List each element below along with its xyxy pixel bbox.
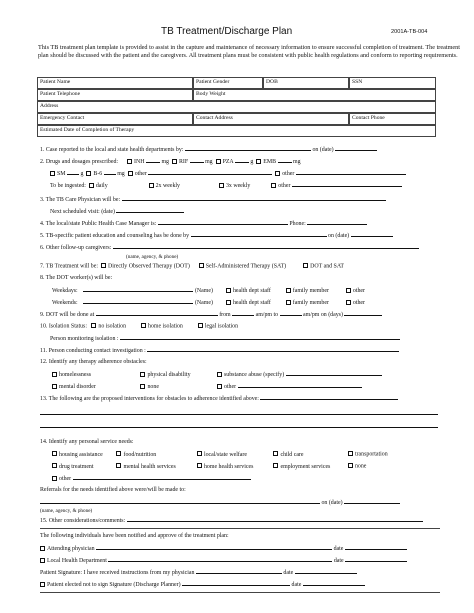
- patient-name-field[interactable]: Patient Name: [37, 77, 193, 89]
- discharge-planner-line[interactable]: [182, 581, 290, 586]
- item-7: [40, 263, 344, 271]
- emb-mg-label: mg: [292, 159, 301, 165]
- emb-label: EMB: [263, 159, 277, 165]
- weekdays-worker-line[interactable]: [83, 287, 193, 292]
- report-date-line[interactable]: [335, 146, 377, 151]
- form-number: 2001A-TB-004: [391, 29, 428, 35]
- item-3: [40, 196, 386, 204]
- pza-g-label: g: [250, 159, 254, 165]
- item-5-date-label: on (date): [328, 233, 350, 239]
- drug-other-label: other: [134, 171, 147, 177]
- substance-abuse-label: substance abuse (specify): [223, 372, 285, 378]
- address-field[interactable]: Address: [37, 101, 436, 113]
- item-10: [40, 323, 238, 331]
- ssn-field[interactable]: SSN: [349, 77, 436, 89]
- weekdays-other-label: other: [352, 288, 365, 294]
- next-visit-label: Next scheduled visit: (date): [50, 209, 115, 215]
- item-2-row-2: [50, 170, 406, 178]
- item-13-label: 13. The following are the proposed interventions for obstacles to adherence identified above:: [40, 396, 259, 402]
- intro-paragraph: This TB treatment plan template is provided to assist in the capture and maintenance of necessary information to ensure successful completion of treatment. The treatment plan should be discussed with the patient and the caregivers. All treatment plans must be consistent with public health regulations and conform to reporting requirements.: [38, 44, 460, 59]
- physician-line[interactable]: [122, 196, 386, 201]
- discharge-planner-row: [40, 581, 365, 589]
- education-by-line[interactable]: [191, 232, 327, 237]
- health-dept-date-label: date: [333, 558, 344, 564]
- contact-phone-field[interactable]: Contact Phone: [349, 113, 436, 125]
- item-9-days-label: am/pm on (days): [303, 312, 343, 318]
- item-14-label: 14. Identify any personal service needs:: [40, 439, 134, 445]
- legal-isolation-label: legal isolation: [204, 323, 239, 330]
- item-15: [40, 517, 423, 525]
- rif-label: RIF: [178, 159, 189, 165]
- sat-checkbox[interactable]: [199, 263, 204, 268]
- inh-label: INH: [134, 159, 145, 165]
- item-11-label: 11. Person conducting contact investigation :: [40, 348, 146, 354]
- drug-other-2-label: other: [282, 171, 295, 177]
- b6-mg-label: mg: [117, 171, 125, 177]
- referrals-line[interactable]: [40, 499, 320, 504]
- weekdays-family-label: family member: [292, 288, 329, 294]
- daily-checkbox[interactable]: [89, 183, 94, 188]
- item-5: [40, 232, 393, 240]
- patient-signature-row: [40, 569, 357, 577]
- weekdays-row: [52, 287, 365, 295]
- referrals-date-label: on (date): [321, 500, 343, 506]
- drug-treatment-label: drug treatment: [59, 463, 94, 470]
- weekends-other-label: other: [352, 300, 365, 306]
- homelessness-checkbox[interactable]: [52, 372, 57, 377]
- emb-dose-line[interactable]: [278, 158, 292, 163]
- housing-label: housing assistance: [59, 451, 103, 458]
- mental-disorder-checkbox[interactable]: [52, 384, 57, 389]
- sm-dose-line[interactable]: [67, 170, 79, 175]
- weekdays-staff-checkbox[interactable]: [226, 288, 231, 293]
- item-1: [40, 146, 377, 154]
- weekends-other-checkbox[interactable]: [346, 300, 351, 305]
- sm-label: SM: [57, 171, 66, 177]
- contact-investigator-line[interactable]: [147, 347, 399, 352]
- welfare-label: local/state welfare: [203, 451, 247, 458]
- needs-other-label: other: [59, 476, 72, 482]
- item-1-date-label: on (date): [312, 147, 334, 153]
- discharge-planner-date-line[interactable]: [303, 581, 365, 586]
- needs-other-line[interactable]: [73, 475, 251, 480]
- rif-dose-line[interactable]: [190, 158, 204, 163]
- health-dept-approval-checkbox[interactable]: [40, 558, 45, 563]
- needs-other-checkbox[interactable]: [52, 476, 57, 481]
- dot-checkbox[interactable]: [101, 263, 106, 268]
- education-date-line[interactable]: [351, 232, 393, 237]
- dot-from-line[interactable]: [232, 311, 254, 316]
- inh-mg-label: mg: [161, 159, 169, 165]
- child-care-checkbox[interactable]: [273, 451, 278, 456]
- needs-none-label: none: [354, 463, 367, 470]
- approval-label: The following individuals have been notified and approve of the treatment plan:: [40, 533, 229, 539]
- b6-checkbox[interactable]: [86, 171, 91, 176]
- weekdays-label: Weekdays:: [52, 288, 78, 294]
- health-dept-date-line[interactable]: [345, 557, 407, 562]
- item-6-note: (name, agency, & phone): [126, 254, 179, 260]
- inh-dose-line[interactable]: [146, 158, 160, 163]
- patient-signature-label: Patient Signature: I have received instructions from my physician: [40, 570, 195, 576]
- item-6-label: 6. Other follow-up caregivers:: [40, 245, 112, 251]
- substance-abuse-line[interactable]: [286, 371, 382, 376]
- no-isolation-label: no isolation: [98, 323, 127, 330]
- pza-label: PZA: [222, 159, 234, 165]
- health-dept-signature-line[interactable]: [108, 557, 332, 562]
- weekdays-other-checkbox[interactable]: [346, 288, 351, 293]
- declined-signature-label: Patient elected not to sign Signature (Discharge Planner): [47, 582, 181, 588]
- weekends-family-label: family member: [292, 300, 329, 306]
- weekends-staff-checkbox[interactable]: [226, 300, 231, 305]
- needs-row-3: [52, 475, 251, 483]
- legal-isolation-checkbox[interactable]: [198, 323, 203, 328]
- obstacles-none-checkbox[interactable]: [140, 384, 145, 389]
- frequency-other-label: other: [278, 183, 291, 189]
- patient-signature-date-line[interactable]: [295, 569, 357, 574]
- referrals-date-line[interactable]: [344, 499, 400, 504]
- isolation-monitor-line[interactable]: [120, 335, 400, 340]
- employment-checkbox[interactable]: [273, 463, 278, 468]
- item-3-label: 3. The TB Care Physician will be:: [40, 197, 121, 203]
- item-9-from-label: from: [219, 312, 231, 318]
- dot-location-line[interactable]: [96, 311, 218, 316]
- discharge-planner-date-label: date: [291, 582, 302, 588]
- declined-signature-checkbox[interactable]: [40, 582, 45, 587]
- item-5-label: 5. TB-specific patient education and counseling has be done by: [40, 233, 190, 239]
- emergency-contact-field[interactable]: Emergency Contact: [37, 113, 193, 125]
- needs-row-2: [52, 463, 366, 471]
- item-13: [40, 395, 398, 403]
- thrice-weekly-label: 3x weekly: [225, 183, 251, 189]
- emb-checkbox[interactable]: [256, 159, 261, 164]
- home-isolation-label: home isolation: [148, 323, 183, 330]
- item-8-label: 8. The DOT worker(s) will be:: [40, 275, 113, 281]
- pza-checkbox[interactable]: [216, 159, 221, 164]
- mental-health-label: mental health services: [123, 463, 176, 470]
- physician-approval-label: Attending physician: [47, 546, 95, 552]
- twice-weekly-label: 2x weekly: [155, 183, 180, 189]
- ingested-label: To be ingested:: [50, 183, 86, 189]
- thrice-weekly-checkbox[interactable]: [219, 183, 224, 188]
- drug-other-2-checkbox[interactable]: [275, 171, 280, 176]
- patient-telephone-field[interactable]: Patient Telephone: [37, 89, 193, 101]
- isolation-monitor-label: Person monitoring isolation :: [50, 336, 119, 342]
- patient-signature-date-label: date: [283, 570, 294, 576]
- obstacles-other-label: other: [223, 384, 237, 390]
- referrals-label: Referrals for the needs identified above were/will be made to:: [40, 487, 186, 493]
- next-visit-line[interactable]: [116, 208, 184, 213]
- dot-and-sat-checkbox[interactable]: [303, 263, 308, 268]
- welfare-checkbox[interactable]: [197, 451, 202, 456]
- health-dept-approval-row: [40, 557, 407, 565]
- dot-and-sat-label: DOT and SAT: [310, 263, 345, 270]
- interventions-line-1[interactable]: [260, 395, 398, 400]
- mental-health-checkbox[interactable]: [116, 463, 121, 468]
- contact-address-field[interactable]: Contact Address: [193, 113, 349, 125]
- patient-gender-field[interactable]: Patient Gender: [193, 77, 263, 89]
- rif-checkbox[interactable]: [172, 159, 177, 164]
- sm-g-label: g: [80, 171, 84, 177]
- twice-weekly-checkbox[interactable]: [149, 183, 154, 188]
- item-6: [40, 244, 419, 252]
- food-checkbox[interactable]: [116, 451, 121, 456]
- interventions-line-3[interactable]: [40, 423, 438, 431]
- form-title: TB Treatment/Discharge Plan: [161, 26, 293, 37]
- b6-label: B-6: [93, 171, 103, 177]
- dot-label: Directly Observed Therapy (DOT): [107, 263, 190, 270]
- item-2-row-1: [40, 158, 301, 166]
- daily-label: daily: [95, 183, 108, 189]
- obstacles-row-1: [52, 371, 382, 379]
- physical-disability-checkbox[interactable]: [140, 372, 145, 377]
- caregivers-line[interactable]: [113, 244, 419, 249]
- obstacles-none-label: none: [147, 384, 159, 390]
- transportation-checkbox[interactable]: [348, 451, 353, 456]
- weekends-family-checkbox[interactable]: [286, 300, 291, 305]
- weekdays-staff-label: health dept staff: [232, 288, 271, 294]
- frequency-other-line[interactable]: [292, 182, 402, 187]
- frequency-other-checkbox[interactable]: [271, 183, 276, 188]
- b6-dose-line[interactable]: [104, 170, 116, 175]
- needs-none-checkbox[interactable]: [348, 463, 353, 468]
- dot-days-line[interactable]: [344, 311, 382, 316]
- item-9-ampm-label: am/pm to: [255, 312, 279, 318]
- item-2-label: 2. Drugs and dosages prescribed:: [40, 159, 119, 165]
- rif-mg-label: mg: [205, 159, 213, 165]
- no-isolation-checkbox[interactable]: [91, 323, 96, 328]
- comments-line[interactable]: [127, 517, 423, 522]
- item-2-row-3: [50, 182, 402, 190]
- item-7-label: 7. TB Treatment will be:: [40, 263, 98, 270]
- food-label: food/nutrition: [123, 451, 157, 458]
- weekends-staff-label: health dept staff: [232, 300, 271, 306]
- dob-field[interactable]: DOB: [263, 77, 349, 89]
- physical-disability-label: physical disability: [147, 372, 191, 378]
- drug-treatment-checkbox[interactable]: [52, 463, 57, 468]
- case-manager-line[interactable]: [158, 220, 288, 225]
- item-4-phone-label: Phone:: [289, 221, 306, 227]
- item-9-label: 9. DOT will be done at: [40, 312, 95, 318]
- housing-checkbox[interactable]: [52, 451, 57, 456]
- obstacles-other-checkbox[interactable]: [217, 384, 222, 389]
- mental-disorder-label: mental disorder: [59, 384, 96, 390]
- item-4-label: 4. The local/state Public Health Case Manager is:: [40, 221, 157, 227]
- physician-signature-line[interactable]: [96, 545, 332, 550]
- pza-dose-line[interactable]: [235, 158, 249, 163]
- obstacles-other-line[interactable]: [238, 383, 362, 388]
- referrals-note: (name, agency, & phone): [40, 508, 93, 514]
- transportation-label: transportation: [354, 451, 388, 458]
- health-dept-approval-label: Local Health Department: [47, 558, 107, 564]
- child-care-label: child care: [280, 451, 304, 458]
- drug-other-checkbox[interactable]: [128, 171, 133, 176]
- item-12-label: 12. Identify any therapy adherence obstacles:: [40, 359, 147, 365]
- weekends-worker-line[interactable]: [83, 299, 193, 304]
- home-isolation-checkbox[interactable]: [141, 323, 146, 328]
- separator-top: [40, 528, 440, 529]
- inh-checkbox[interactable]: [127, 159, 132, 164]
- item-10-label: 10. Isolation Status:: [40, 323, 87, 330]
- physician-approval-row: [40, 545, 407, 553]
- interventions-line-2[interactable]: [40, 410, 438, 418]
- substance-abuse-checkbox[interactable]: [217, 372, 222, 377]
- physician-date-line[interactable]: [345, 545, 407, 550]
- referrals-row: [40, 499, 400, 507]
- home-health-checkbox[interactable]: [197, 463, 202, 468]
- body-weight-field[interactable]: Body Weight: [193, 89, 436, 101]
- patient-signature-line[interactable]: [196, 569, 282, 574]
- weekdays-name-label: (Name): [194, 288, 213, 294]
- isolation-monitor: [50, 335, 400, 343]
- weekends-label: Weekends:: [52, 300, 78, 306]
- physician-approval-checkbox[interactable]: [40, 546, 45, 551]
- drug-other-line[interactable]: [148, 170, 272, 175]
- homelessness-label: homelessness: [59, 372, 92, 378]
- drug-other-2-line[interactable]: [296, 170, 406, 175]
- item-4: [40, 220, 367, 228]
- item-11: [40, 347, 399, 355]
- weekends-name-label: (Name): [194, 300, 213, 306]
- item-1-label: 1. Case reported to the local and state health departments by:: [40, 147, 184, 153]
- item-15-label: 15. Other considerations/comments:: [40, 518, 126, 524]
- weekdays-family-checkbox[interactable]: [286, 288, 291, 293]
- physician-date-label: date: [333, 546, 344, 552]
- case-manager-phone-line[interactable]: [307, 220, 367, 225]
- obstacles-row-2: [52, 383, 362, 391]
- reported-by-line[interactable]: [185, 146, 311, 151]
- needs-row-1: [52, 451, 388, 459]
- separator-bottom: [40, 592, 440, 593]
- item-9: [40, 311, 382, 319]
- next-visit: [50, 208, 184, 216]
- employment-label: employment services: [280, 463, 331, 470]
- dot-to-line[interactable]: [280, 311, 302, 316]
- completion-date-field[interactable]: Estimated Date of Completion of Therapy: [37, 125, 436, 137]
- home-health-label: home health services: [203, 463, 254, 470]
- sm-checkbox[interactable]: [50, 171, 55, 176]
- sat-label: Self-Administered Therapy (SAT): [205, 263, 287, 270]
- weekends-row: [52, 299, 365, 307]
